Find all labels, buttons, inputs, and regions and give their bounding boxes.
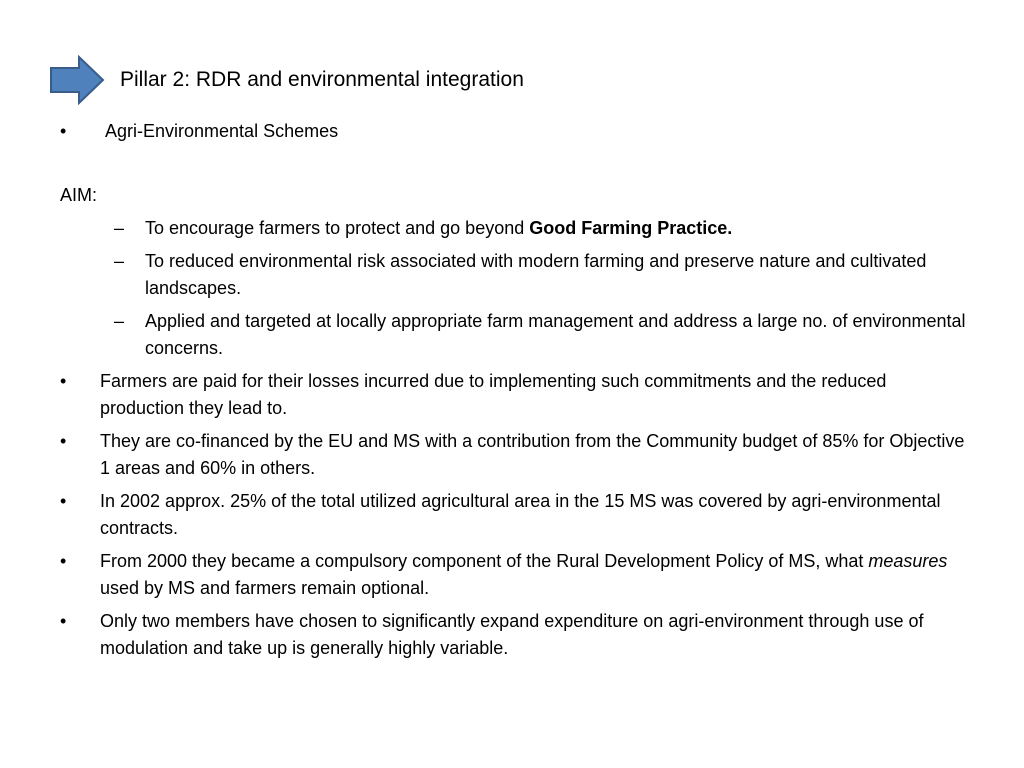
bullet-marker: • bbox=[60, 491, 67, 511]
bullet-item bbox=[60, 488, 970, 542]
bullet-item bbox=[60, 428, 970, 482]
aim-label: AIM: bbox=[60, 185, 98, 205]
right-arrow-icon bbox=[49, 55, 105, 105]
bullet-item bbox=[60, 608, 970, 662]
bullet-text: They are co-financed by the EU and MS with a contribution from the Community budget of 85% for Objective 1 areas and 60% in others. bbox=[100, 431, 965, 478]
aim-item-text: To encourage farmers to protect and go beyond bbox=[145, 218, 530, 238]
aim-item bbox=[60, 308, 970, 362]
aim-item bbox=[60, 215, 970, 242]
aim-list bbox=[60, 215, 970, 368]
dash-marker: – bbox=[114, 311, 125, 331]
bullet-marker: • bbox=[60, 121, 67, 141]
bullet-marker: • bbox=[60, 551, 67, 571]
bullet-text: From 2000 they became a compulsory component of the Rural Development Policy of MS, what bbox=[100, 551, 869, 571]
aim-item bbox=[60, 248, 970, 302]
subtitle-text: Agri-Environmental Schemes bbox=[105, 121, 339, 141]
aim-item-bold-text: Good Farming Practice. bbox=[529, 218, 733, 238]
bullet-text: In 2002 approx. 25% of the total utilized agricultural area in the 15 MS was covered by agri-environmental contracts. bbox=[100, 491, 941, 538]
dash-marker: – bbox=[114, 218, 125, 238]
bullet-marker: • bbox=[60, 371, 67, 391]
bullet-text: used by MS and farmers remain optional. bbox=[100, 578, 430, 598]
bullet-marker: • bbox=[60, 611, 67, 631]
bullet-item bbox=[60, 548, 970, 602]
bullet-item bbox=[60, 368, 970, 422]
bullet-marker: • bbox=[60, 431, 67, 451]
aim-item-text: Applied and targeted at locally appropriate farm management and address a large no. of environmental concerns. bbox=[145, 311, 966, 358]
aim-item-text: To reduced environmental risk associated with modern farming and preserve nature and cultivated landscapes. bbox=[145, 251, 927, 298]
slide-title: Pillar 2: RDR and environmental integration bbox=[120, 68, 524, 91]
subtitle-item bbox=[60, 118, 338, 144]
bullet-text: Farmers are paid for their losses incurred due to implementing such commitments and the reduced production they lead to. bbox=[100, 371, 887, 418]
bullet-list bbox=[60, 368, 970, 668]
dash-marker: – bbox=[114, 251, 125, 271]
bullet-text: Only two members have chosen to significantly expand expenditure on agri-environment through use of modulation and take up is generally highly variable. bbox=[100, 611, 924, 658]
bullet-italic-text: measures bbox=[868, 551, 948, 571]
